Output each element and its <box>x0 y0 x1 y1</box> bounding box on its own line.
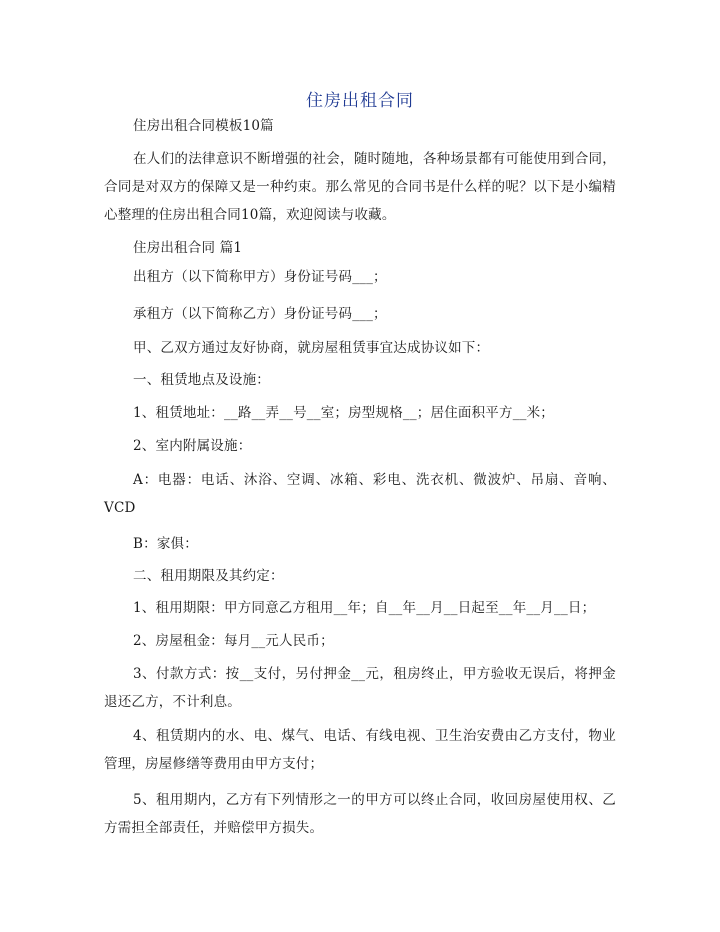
section-heading: 住房出租合同 篇1 <box>133 240 243 256</box>
heading-1: 一、租赁地点及设施： <box>133 372 270 388</box>
clause-2-5: 5、租用期内，乙方有下列情形之一的甲方可以终止合同，收回房屋使用权、乙方需担全部责任，并赔偿甲方损失。 <box>104 792 616 836</box>
clause-2-3: 3、付款方式：按__支付，另付押金__元，租房终止，甲方验收无误后，将押金退还乙方，不计利息。 <box>104 666 616 710</box>
clause-2-2: 2、房屋租金：每月__元人民币； <box>133 633 334 649</box>
clause-2-4: 4、租赁期内的水、电、煤气、电话、有线电视、卫生治安费由乙方支付，物业管理，房屋修缮等费用由甲方支付； <box>104 728 616 772</box>
heading-2: 二、租用期限及其约定： <box>133 568 284 584</box>
intro-paragraph: 在人们的法律意识不断增强的社会，随时随地，各种场景都有可能使用到合同，合同是对双方的保障又是一种约束。那么常见的合同书是什么样的呢？以下是小编精心整理的住房出租合同10篇，欢迎阅读与收藏。 <box>104 151 616 223</box>
clause-1-2a: A：电器：电话、沐浴、空调、冰箱、彩电、洗衣机、微波炉、吊扇、音响、VCD <box>104 472 616 516</box>
clause-1-2b: B：家俱： <box>133 536 198 552</box>
lessee-line: 承租方（以下简称乙方）身份证号码___； <box>133 306 387 322</box>
lessor-line: 出租方（以下简称甲方）身份证号码___； <box>133 269 387 285</box>
clause-1-2: 2、室内附属设施： <box>133 438 252 454</box>
document-subtitle: 住房出租合同模板10篇 <box>133 118 274 134</box>
agreement-line: 甲、乙双方通过友好协商，就房屋租赁事宜达成协议如下： <box>133 340 490 356</box>
clause-2-1: 1、租用期限：甲方同意乙方租用__年；自__年__月__日起至__年__月__日； <box>133 600 596 616</box>
document-title: 住房出租合同 <box>306 91 414 111</box>
clause-1-1: 1、租赁地址：__路__弄__号__室；房型规格__；居住面积平方__米； <box>133 405 554 421</box>
